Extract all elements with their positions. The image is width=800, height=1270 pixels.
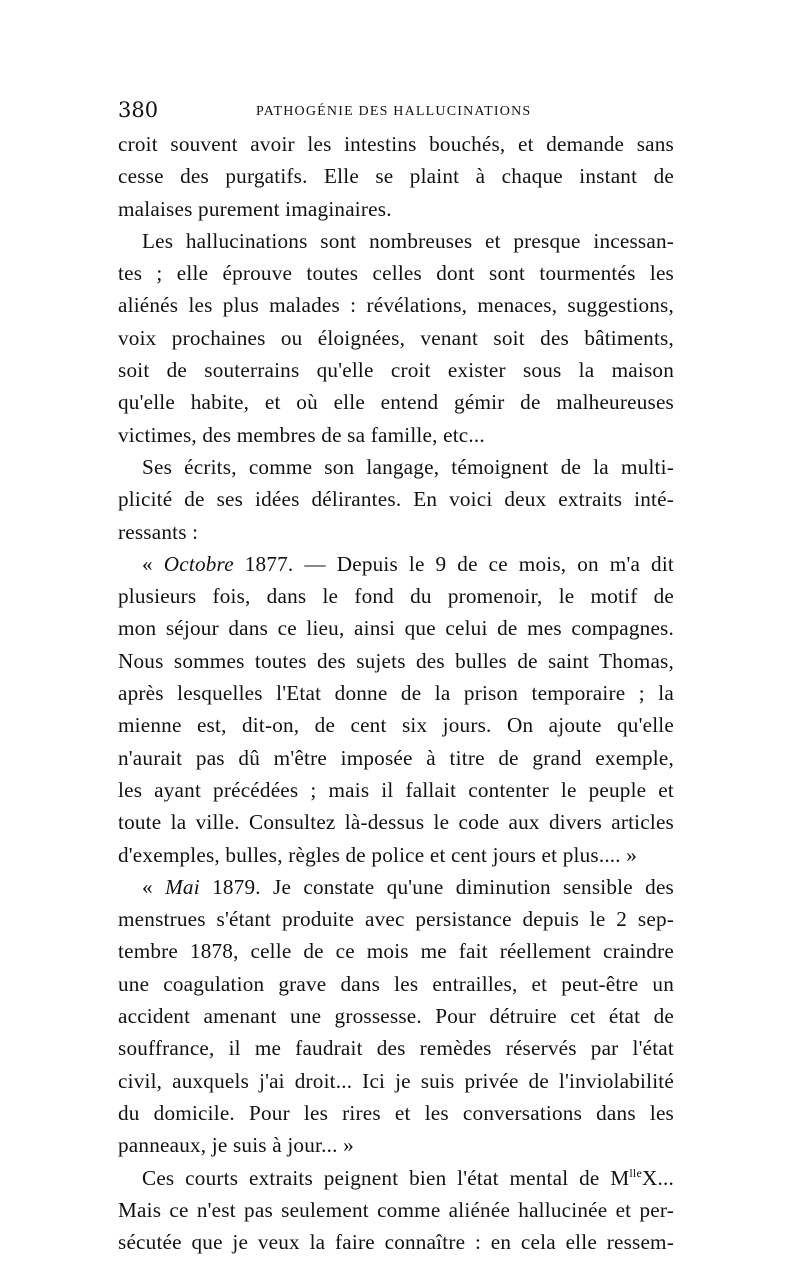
text-fragment: Ces courts extraits peignent bien l'état mental de M <box>142 1165 630 1190</box>
text-line: croit souvent avoir les intestins bouchés, et demande sans <box>118 132 674 156</box>
text-line: une coagulation grave dans les entrailles, et peut-être un <box>118 971 674 996</box>
text-line: les ayant précédées ; mais il fallait contenter le peuple et <box>118 777 674 802</box>
text-line: plicité de ses idées délirantes. En voici deux extraits inté- <box>118 487 674 512</box>
honorific-superscript: lle <box>629 1165 642 1180</box>
quote-start-mai: « Mai 1879. Je constate qu'une diminution sensible des <box>142 874 674 899</box>
text-line: civil, auxquels j'ai droit... Ici je suis privée de l'inviolabilité <box>118 1068 674 1093</box>
text-line: après lesquelles l'Etat donne de la prison temporaire ; la <box>118 681 674 706</box>
text-line: tes ; elle éprouve toutes celles dont sont tourmentés les <box>118 261 674 286</box>
text-line: toute la ville. Consultez là-dessus le code aux divers articles <box>118 810 674 835</box>
page-header <box>118 98 678 128</box>
text-line: panneaux, je suis à jour... » <box>118 1133 354 1158</box>
italic-date-word: Mai <box>165 874 200 899</box>
text-line: menstrues s'étant produite avec persistance depuis le 2 sep- <box>118 907 674 932</box>
text-line: accident amenant une grossesse. Pour détruire cet état de <box>118 1004 674 1029</box>
paragraph-start: Ses écrits, comme son langage, témoignent de la multi- <box>142 454 674 479</box>
paragraph-start <box>118 1162 674 1194</box>
text-line: souffrance, il me faudrait des remèdes réservés par l'état <box>118 1036 674 1061</box>
text-line: n'aurait pas dû m'être imposée à titre de grand exemple, <box>118 745 674 770</box>
text-line: cesse des purgatifs. Elle se plaint à chaque instant de <box>118 164 674 189</box>
page-number: 380 <box>118 98 159 122</box>
body-text <box>118 128 674 1258</box>
text-line: ressants : <box>118 519 199 544</box>
text-line: mon séjour dans ce lieu, ainsi que celui de mes compagnes. <box>118 616 674 641</box>
text-line: voix prochaines ou éloignées, venant soit des bâtiments, <box>118 325 674 350</box>
text-line: aliénés les plus malades : révélations, menaces, suggestions, <box>118 293 674 318</box>
text-line: victimes, des membres de sa famille, etc... <box>118 422 485 447</box>
text-line: sécutée que je veux la faire connaître : en cela elle ressem- <box>118 1230 674 1255</box>
text-line: soit de souterrains qu'elle croit exister sous la maison <box>118 358 674 383</box>
text-line: du domicile. Pour les rires et les conversations dans les <box>118 1100 674 1125</box>
text-line: mienne est, dit-on, de cent six jours. On ajoute qu'elle <box>118 713 674 738</box>
text-line: Mais ce n'est pas seulement comme aliénée hallucinée et per- <box>118 1197 674 1222</box>
text-line: tembre 1878, celle de ce mois me fait réellement craindre <box>118 939 674 964</box>
text-line: qu'elle habite, et où elle entend gémir de malheureuses <box>118 390 674 415</box>
running-title: PATHOGÉNIE DES HALLUCINATIONS <box>256 104 532 119</box>
paragraph-start: Les hallucinations sont nombreuses et presque incessan- <box>142 228 674 253</box>
text-line: Nous sommes toutes des sujets des bulles de saint Thomas, <box>118 648 674 673</box>
text-fragment: X... <box>642 1165 674 1190</box>
italic-date-word: Octobre <box>163 551 234 576</box>
text-line: plusieurs fois, dans le fond du promenoir, le motif de <box>118 584 674 609</box>
text-line: d'exemples, bulles, règles de police et cent jours et plus.... » <box>118 842 638 867</box>
text-line: malaises purement imaginaires. <box>118 196 392 221</box>
quote-start-octobre: « Octobre 1877. — Depuis le 9 de ce mois, on m'a dit <box>142 551 674 576</box>
